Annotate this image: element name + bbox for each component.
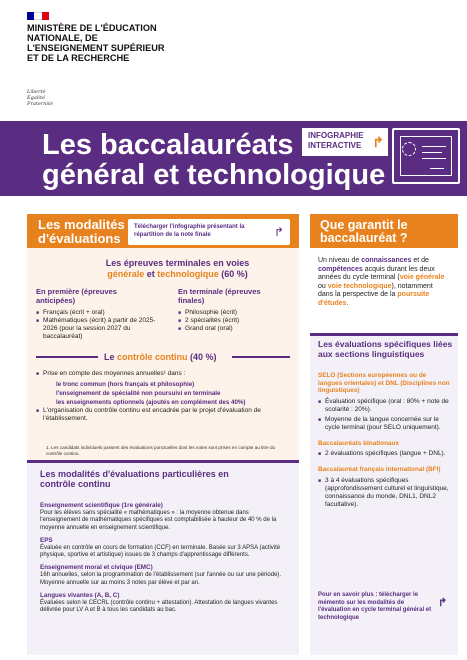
ministry-name: MINISTÈRE DE L'ÉDUCATION NATIONALE, DE L'ENSEIGNEMENT SUPÉRIEUR ET DE LA RECHERCHE <box>27 23 165 63</box>
page-title: Les baccalauréats général et technologique <box>42 129 386 191</box>
list-item: EPS Évaluée en contrôle en cours de formation (CCF) en terminale. Basée sur 3 APSA (activité physique, sportive et artistique) issues de 3 champs d'apprentissage différents. <box>40 536 281 559</box>
terminale-column: En terminale (épreuves finales) ■ Philosophie (écrit) ■ 2 spécialités (écrit) ■ Grand oral (oral) <box>178 288 290 333</box>
modalites-title: Les modalités d'évaluations <box>38 217 125 246</box>
particulieres-title: Les modalités d'évaluations particulières en contrôle continu <box>40 469 229 489</box>
list-item: les enseignements optionnels (ajoutés en complément des 40%) <box>56 398 246 406</box>
list-item: Enseignement scientifique (1re générale) Pour les élèves sans spécialité « mathématiques » : la moyenne obtenue dans l'enseignement de mathématiques spécifiques est comptabilisée à hauteur de 40 % de la moyenne annuelle en enseignement scientifique. <box>40 502 277 531</box>
list-item: SELO (Sections européennes ou de langues orientales) et DNL (Disciplines non linguistiques) ■ Évaluation spécifique (oral : 80% + note de scolarité : 20%). ■ Moyenne de la langue concernée sur le cycle terminal (pour SELO uniquement). <box>318 372 452 432</box>
list-item: le tronc commun (hors français et philosophie) <box>56 380 195 388</box>
controle-continu-list <box>36 370 286 424</box>
list-item: ■ Français (écrit + oral) <box>36 309 164 317</box>
external-arrow-icon: ↱ <box>273 225 284 239</box>
download-infographic-link[interactable]: Télécharger l'infographie présentant la répartition de la note finale ↱ <box>128 219 290 245</box>
republique-flag-icon <box>27 12 49 20</box>
interactive-infographic-badge[interactable]: INFOGRAPHIE INTERACTIVE ↱ <box>300 126 390 158</box>
diploma-icon <box>392 128 460 184</box>
garantit-text: Un niveau de connaissances et de compétences acquis durant les deux années du cycle terminal (voie générale ou voie technologique), notamment dans la perspective de la poursuite d'études. <box>318 257 445 307</box>
memento-download-link[interactable]: Pour en savoir plus : télécharger le mémento sur les modalités de l'évaluation en cycle terminal général et technologique <box>318 592 432 621</box>
particulieres-list <box>40 502 290 620</box>
list-item: ■ 2 spécialités (écrit) <box>178 317 290 325</box>
list-item: Enseignement moral et civique (EMC) 16h annuelles, selon la programmation de l'établissement (sur l'année ou sur une période). Moyenne annuelle sur au moins 3 notes par élève et par an. <box>40 564 282 586</box>
list-item[interactable]: ■ Grand oral (oral) <box>178 325 290 333</box>
list-item: l'enseignement de spécialité non poursuivi en terminale <box>56 389 221 397</box>
specifiques-list <box>318 372 452 517</box>
premiere-column: En première (épreuves anticipées) ■ Français (écrit + oral) ■ Mathématiques (écrit) à partir de 2025-2026 (pour la session 2027 du baccalauréat) <box>36 288 164 341</box>
controle-continu-title[interactable]: Le contrôle continu (40 %) <box>104 352 217 362</box>
list-item[interactable]: ■ L'organisation du contrôle continu est encadrée par le projet d'évaluation de l'établissement. <box>36 407 286 423</box>
garantit-title: Que garantit le baccalauréat ? <box>320 218 408 245</box>
divider <box>36 356 98 358</box>
external-arrow-icon: ↱ <box>372 134 384 150</box>
list-item: Langues vivantes (A, B, C) Évaluées selon le CECRL (contrôle continu + attestation). Attestation de langues vivantes délivrée pour LV A et B à tous les candidats au bac. <box>40 592 278 614</box>
external-arrow-icon: ↱ <box>438 597 448 609</box>
specifiques-title: Les évaluations spécifiques liées aux sections linguistiques <box>318 339 453 359</box>
footnote: 1. Les candidats individuels passent des évaluations ponctuelles dont les notes sont prises en compte au titre du contrôle continu. <box>46 445 276 456</box>
epreuves-title: Les épreuves terminales en voies générale et technologique (60 %) <box>105 258 250 279</box>
list-item: Baccalauréat français international (BFI) ■ 3 à 4 évaluations spécifiques (approfondissement culturel et linguistique, connaissance du monde, DNL1, DNL2 facultative). <box>318 466 452 509</box>
list-item: Baccalauréats binationaux ■ 2 évaluations spécifiques (langue + DNL). <box>318 440 452 459</box>
list-item[interactable]: ■ Mathématiques (écrit) à partir de 2025-2026 (pour la session 2027 du baccalauréat) <box>36 317 164 341</box>
list-item: ■ Prise en compte des moyennes annuelles¹ dans : <box>36 370 286 378</box>
list-item: ■ Philosophie (écrit) <box>178 309 290 317</box>
divider <box>232 356 290 358</box>
republic-motto: Liberté Égalité Fraternité <box>27 89 53 107</box>
